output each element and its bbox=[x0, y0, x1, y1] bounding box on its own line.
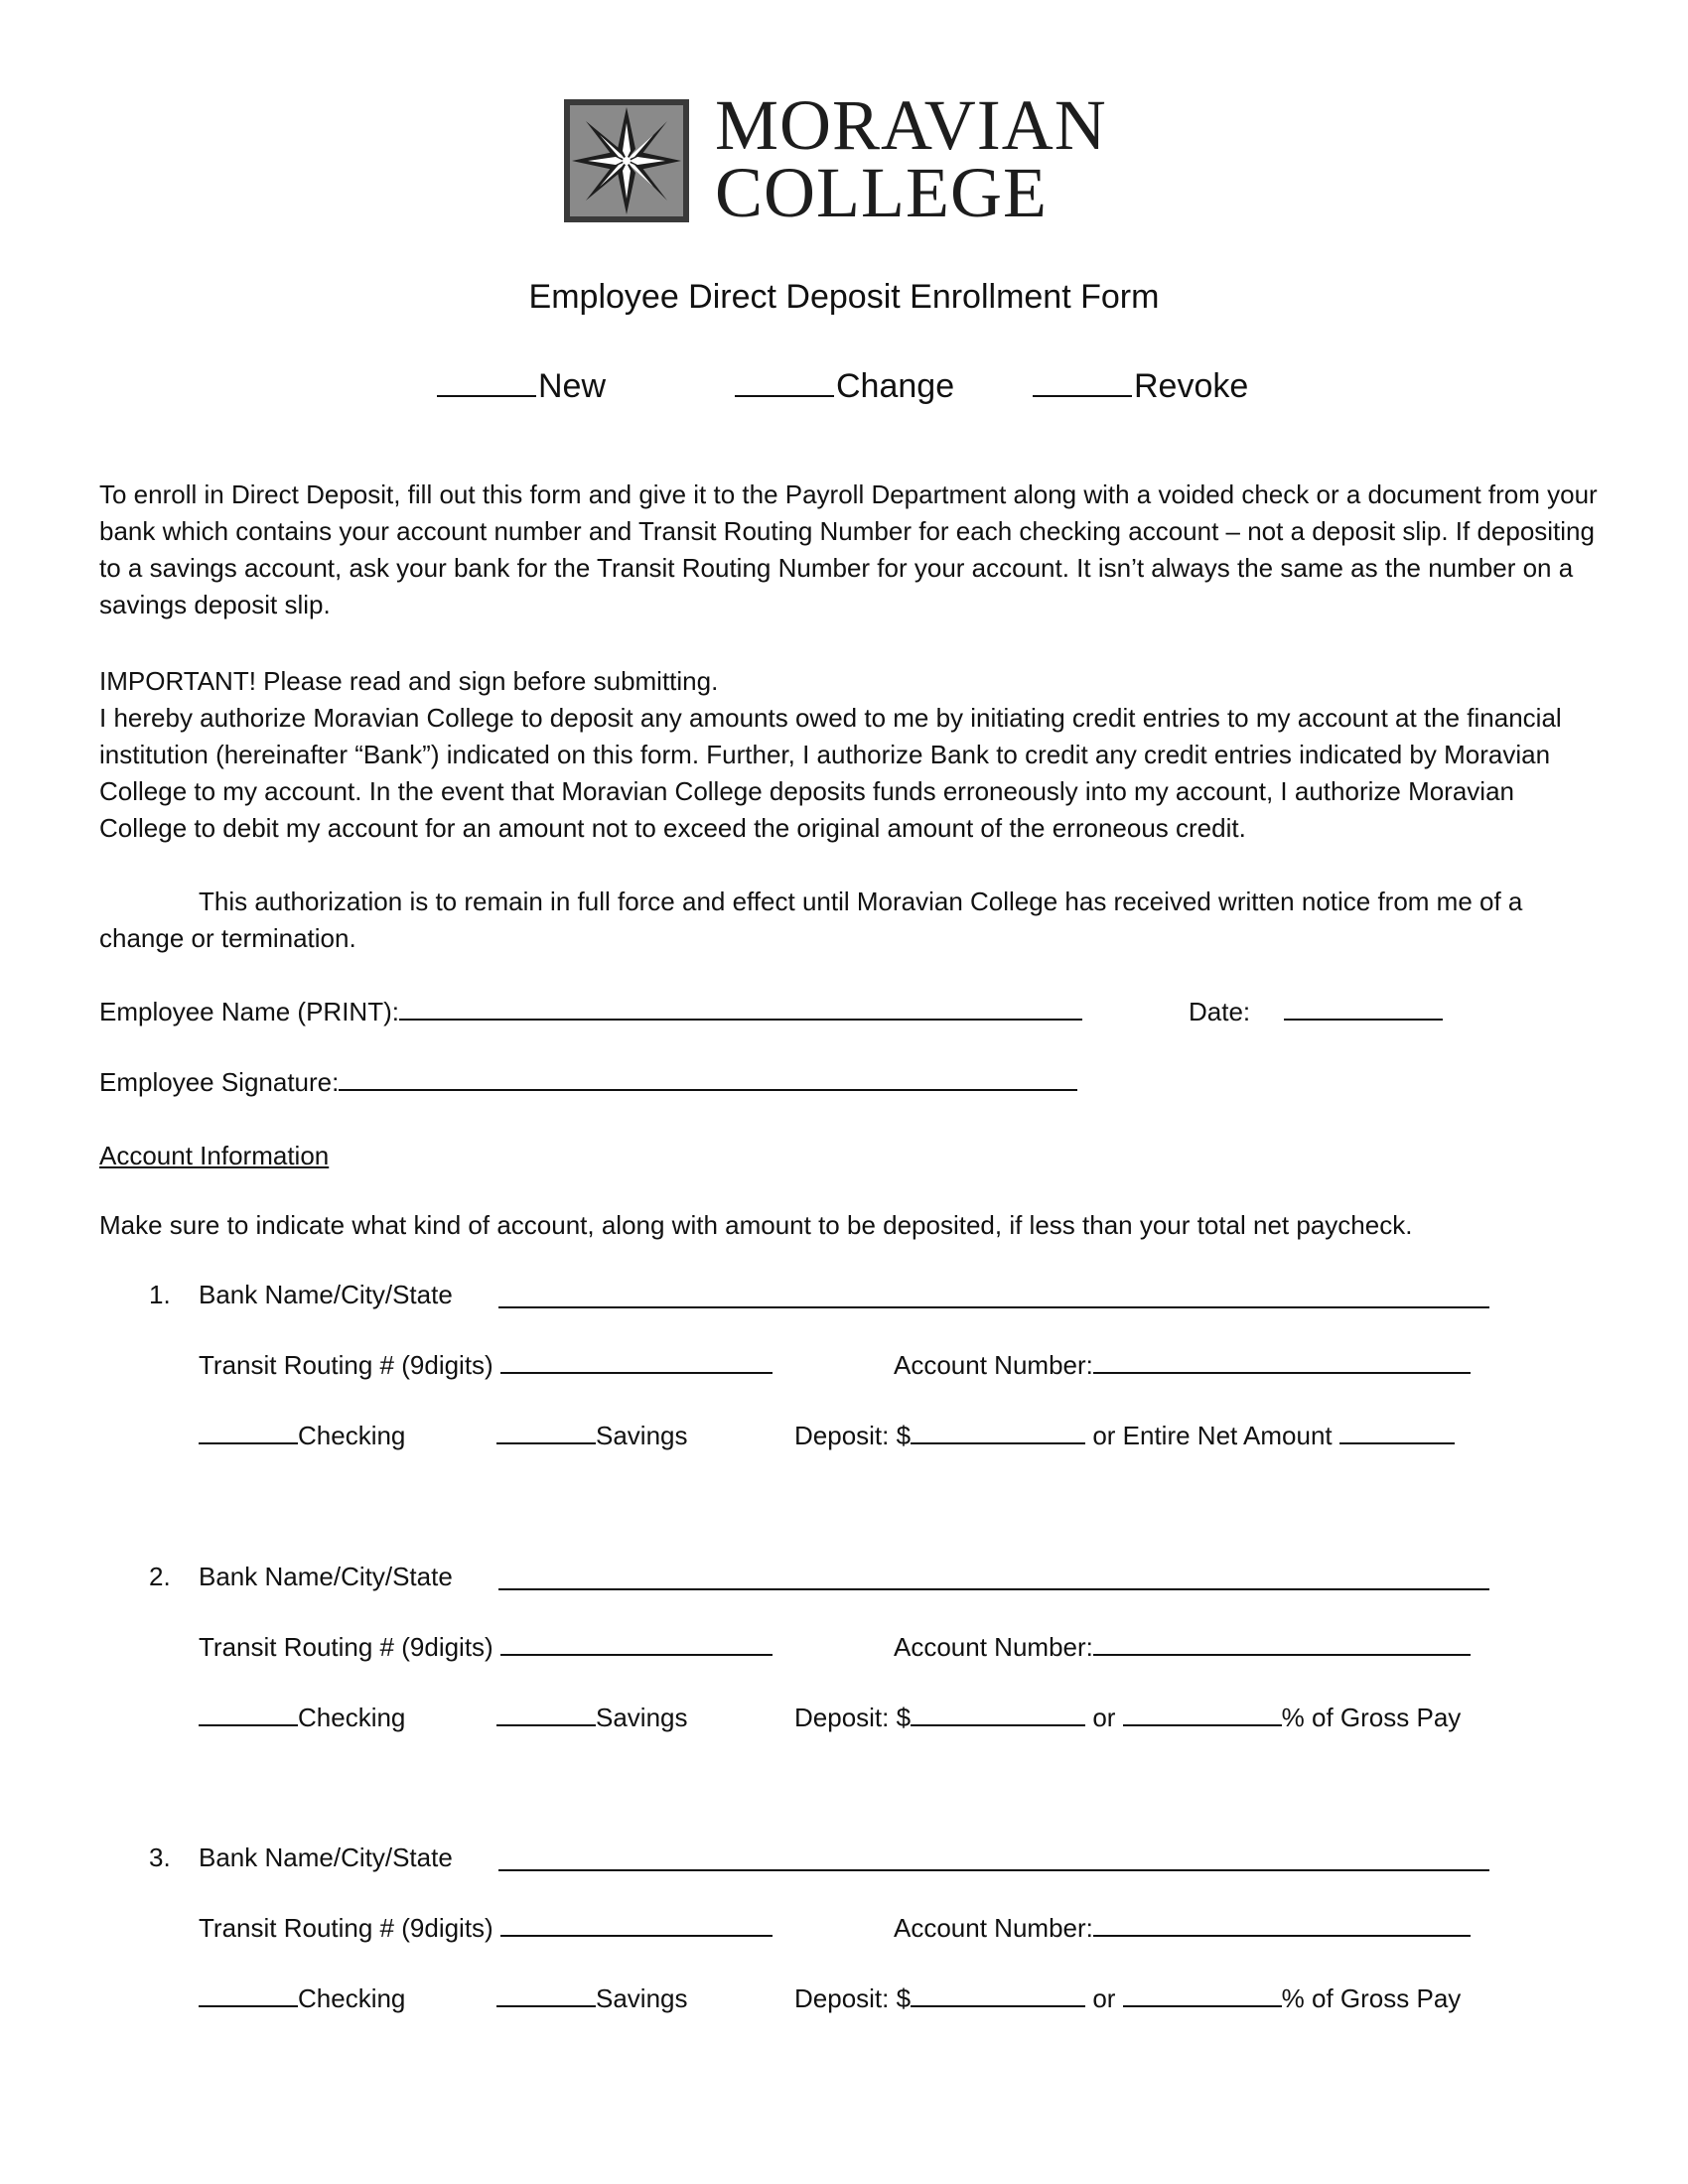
account-1-net-amount-field[interactable] bbox=[1339, 1419, 1455, 1444]
account-2-percent-field[interactable] bbox=[1123, 1701, 1282, 1726]
account-1-account-row bbox=[894, 1347, 1471, 1384]
account-2-account-field[interactable] bbox=[1093, 1630, 1471, 1656]
account-2-routing-label: Transit Routing # (9digits) bbox=[199, 1632, 493, 1662]
date-row bbox=[1189, 994, 1443, 1030]
employee-name-field[interactable] bbox=[399, 995, 1082, 1021]
choice-revoke[interactable] bbox=[1033, 363, 1248, 406]
account-1-deposit-label: Deposit: $ bbox=[794, 1421, 912, 1450]
account-3-checking-row bbox=[199, 1980, 405, 2017]
account-3-number: 3. bbox=[149, 1843, 171, 1872]
form-title: Employee Direct Deposit Enrollment Form bbox=[528, 278, 1160, 316]
choice-change[interactable] bbox=[735, 363, 954, 406]
signature-row bbox=[99, 1064, 1077, 1101]
wordmark-line-2: COLLEGE bbox=[715, 153, 1048, 232]
account-2-account-label: Account Number: bbox=[894, 1632, 1093, 1662]
account-2-checking-row bbox=[199, 1700, 405, 1736]
important-notice: IMPORTANT! Please read and sign before submitting. bbox=[99, 666, 719, 696]
account-3-account-row bbox=[894, 1910, 1471, 1947]
account-1-routing-row bbox=[199, 1347, 773, 1384]
account-1-routing-field[interactable] bbox=[500, 1348, 773, 1374]
account-2-checking-blank[interactable] bbox=[199, 1701, 298, 1726]
account-3-checking-blank[interactable] bbox=[199, 1981, 298, 2007]
account-2-routing-field[interactable] bbox=[500, 1630, 773, 1656]
account-1-bank-field[interactable] bbox=[498, 1279, 1489, 1308]
account-1-bank-label: Bank Name/City/State bbox=[199, 1280, 453, 1309]
account-3-bank-label: Bank Name/City/State bbox=[199, 1843, 453, 1872]
account-2-savings-blank[interactable] bbox=[496, 1701, 596, 1726]
new-blank[interactable] bbox=[437, 363, 536, 397]
account-3-deposit-field[interactable] bbox=[911, 1981, 1085, 2007]
date-field[interactable] bbox=[1284, 995, 1443, 1021]
account-3-checking-label: Checking bbox=[298, 1983, 406, 2013]
signature-field[interactable] bbox=[339, 1065, 1077, 1091]
account-3-account-field[interactable] bbox=[1093, 1911, 1471, 1937]
account-2-or-label: or bbox=[1092, 1703, 1116, 1732]
account-2-deposit-field[interactable] bbox=[911, 1701, 1085, 1726]
account-3-savings-label: Savings bbox=[596, 1983, 688, 2013]
account-1-savings-label: Savings bbox=[596, 1421, 688, 1450]
account-1-savings-row bbox=[496, 1418, 688, 1454]
account-2-routing-row bbox=[199, 1629, 773, 1666]
account-1-checking-row bbox=[199, 1418, 405, 1454]
new-label: New bbox=[538, 367, 607, 405]
employee-name-label: Employee Name (PRINT): bbox=[99, 997, 399, 1026]
account-1-account-label: Account Number: bbox=[894, 1350, 1093, 1380]
account-1-checking-label: Checking bbox=[298, 1421, 406, 1450]
college-wordmark bbox=[715, 85, 1107, 232]
change-blank[interactable] bbox=[735, 363, 834, 397]
account-1-number: 1. bbox=[149, 1280, 171, 1309]
account-3-account-label: Account Number: bbox=[894, 1913, 1093, 1943]
account-2-deposit-row bbox=[794, 1700, 1461, 1736]
account-3-routing-row bbox=[199, 1910, 773, 1947]
account-1-deposit-field[interactable] bbox=[911, 1419, 1085, 1444]
account-1-deposit-row bbox=[794, 1418, 1455, 1454]
signature-label: Employee Signature: bbox=[99, 1067, 340, 1097]
account-2-percent-label: % of Gross Pay bbox=[1281, 1703, 1462, 1732]
account-1-account-field[interactable] bbox=[1093, 1348, 1471, 1374]
choice-new[interactable] bbox=[437, 363, 606, 406]
enroll-instructions: To enroll in Direct Deposit, fill out this form and give it to the Payroll Department along with a voided check or a document from your bank which contains your account number and Transit Routing Number for each checking account – not a deposit slip. If depositing to a savings account, ask your bank for the Transit Routing Number for your account. It isn’t always the same as the number on a savings deposit slip. bbox=[99, 479, 1598, 619]
account-3-percent-field[interactable] bbox=[1123, 1981, 1282, 2007]
account-1-savings-blank[interactable] bbox=[496, 1419, 596, 1444]
authorization-duration: This authorization is to remain in full force and effect until Moravian College has received written notice from me of a change or termination. bbox=[99, 887, 1523, 953]
date-label: Date: bbox=[1189, 997, 1251, 1026]
account-3-or-label: or bbox=[1092, 1983, 1116, 2013]
account-1-checking-blank[interactable] bbox=[199, 1419, 298, 1444]
change-label: Change bbox=[836, 367, 955, 405]
account-information-heading: Account Information bbox=[99, 1141, 330, 1170]
moravian-star-logo bbox=[564, 99, 689, 222]
account-3-deposit-row bbox=[794, 1980, 1461, 2017]
revoke-blank[interactable] bbox=[1033, 363, 1132, 397]
revoke-label: Revoke bbox=[1134, 367, 1249, 405]
account-3-savings-blank[interactable] bbox=[496, 1981, 596, 2007]
employee-name-row bbox=[99, 994, 1082, 1030]
account-3-bank-field[interactable] bbox=[498, 1842, 1489, 1871]
account-2-savings-row bbox=[496, 1700, 688, 1736]
account-3-routing-field[interactable] bbox=[500, 1911, 773, 1937]
wordmark-line-1: MORAVIAN bbox=[715, 85, 1107, 165]
account-2-account-row bbox=[894, 1629, 1471, 1666]
authorization-text: I hereby authorize Moravian College to deposit any amounts owed to me by initiating credit entries to my account at the financial institution (hereinafter “Bank”) indicated on this form. Further, I authorize Bank to credit any credit entries indicated by Moravian College to my account. In the event that Moravian College deposits funds erroneously into my account, I authorize Moravian College to debit my account for an amount not to exceed the original amount of the erroneous credit. bbox=[99, 703, 1562, 843]
account-2-bank-field[interactable] bbox=[498, 1561, 1489, 1590]
account-3-routing-label: Transit Routing # (9digits) bbox=[199, 1913, 493, 1943]
account-2-checking-label: Checking bbox=[298, 1703, 406, 1732]
account-2-deposit-label: Deposit: $ bbox=[794, 1703, 912, 1732]
account-instructions: Make sure to indicate what kind of account, along with amount to be deposited, if less than your total net paycheck. bbox=[99, 1210, 1413, 1240]
account-2-bank-label: Bank Name/City/State bbox=[199, 1562, 453, 1591]
account-1-routing-label: Transit Routing # (9digits) bbox=[199, 1350, 493, 1380]
account-3-savings-row bbox=[496, 1980, 688, 2017]
account-1-or-label: or Entire Net Amount bbox=[1092, 1421, 1333, 1450]
account-3-deposit-label: Deposit: $ bbox=[794, 1983, 912, 2013]
account-2-savings-label: Savings bbox=[596, 1703, 688, 1732]
account-3-percent-label: % of Gross Pay bbox=[1281, 1983, 1462, 2013]
account-2-number: 2. bbox=[149, 1562, 171, 1591]
